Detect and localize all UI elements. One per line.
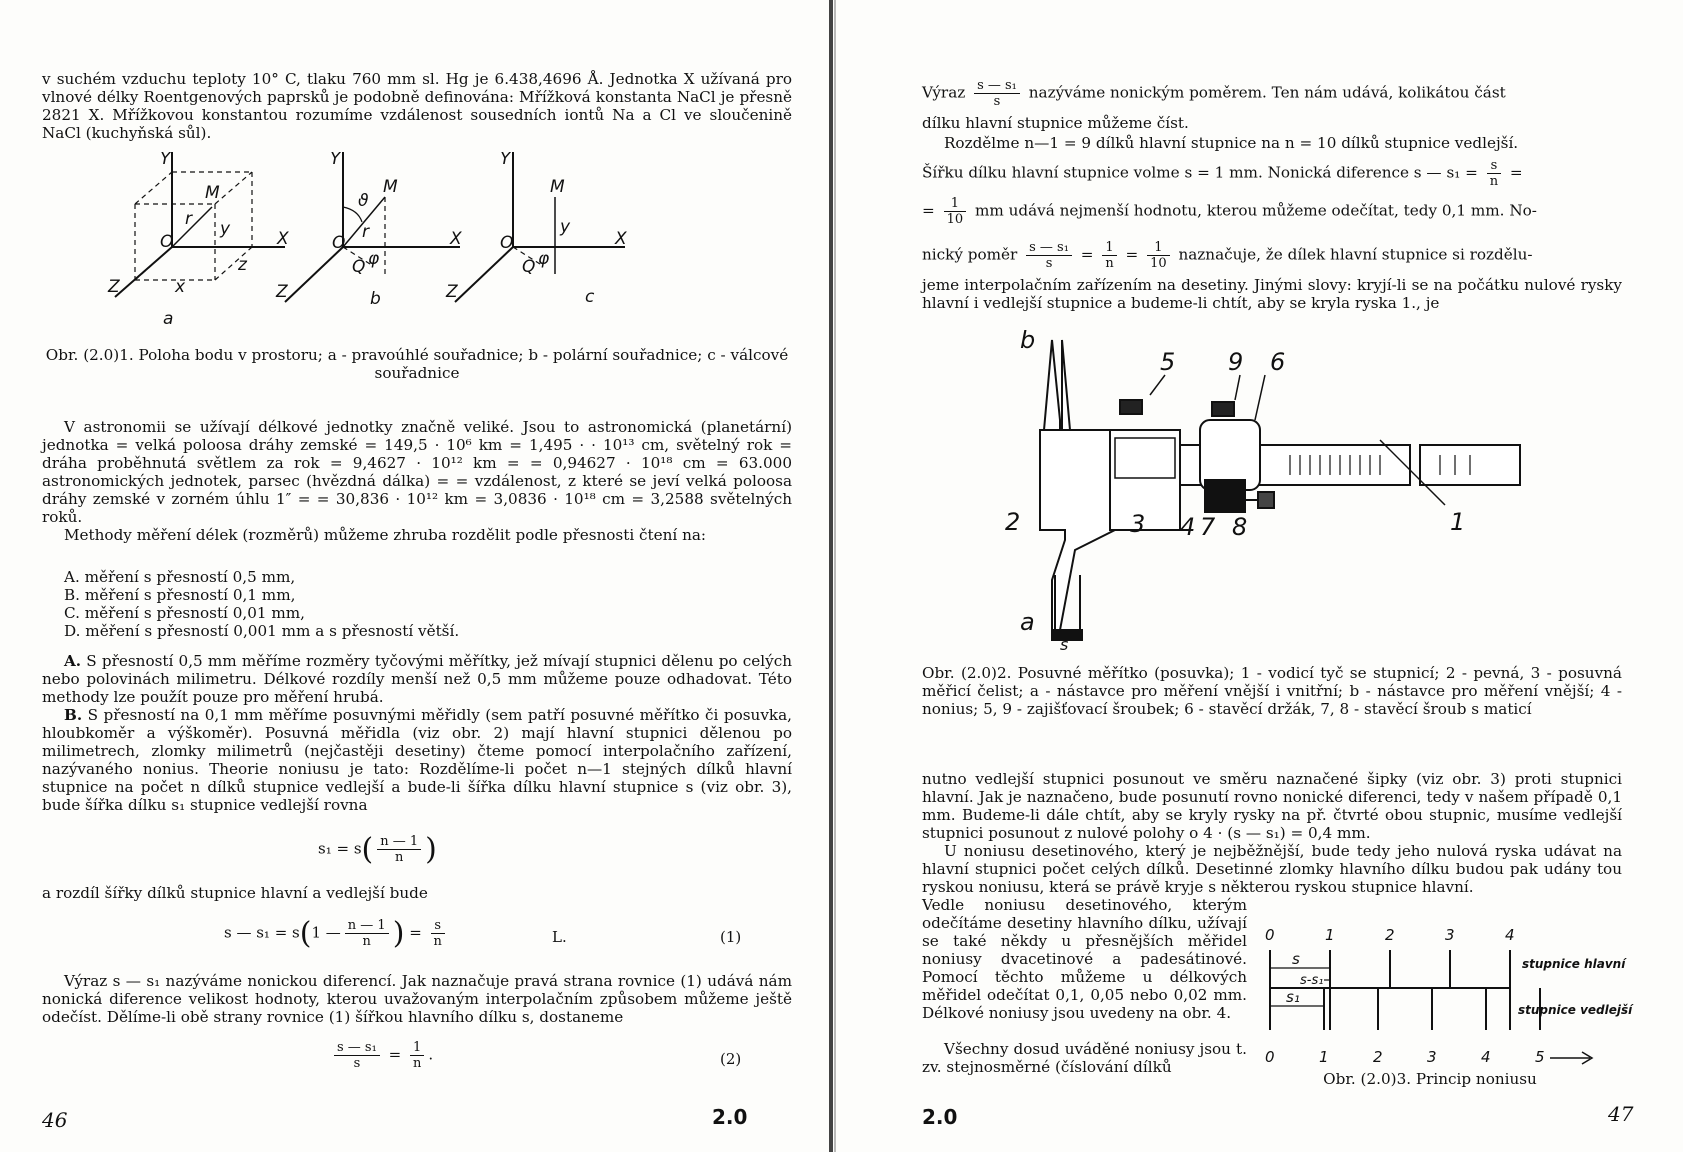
- caliper-label-b: b: [1020, 330, 1036, 354]
- method-a-text: S přesností 0,5 mm měříme rozměry tyčovými měřítky, jež mívají stupnici dělenu po celých nebo polovinách milimetru. Délkové rozdíly menší než 0,5 mm můžeme pouze odhadovat. Této methody lze použít pouze pro měření hrubá.: [42, 652, 792, 706]
- equation-1-unit: L.: [552, 928, 567, 946]
- caliper-label-3: 3: [1130, 510, 1146, 538]
- figure-caliper: [1000, 330, 1600, 650]
- main-tick-2: 2: [1385, 926, 1395, 944]
- caliper-label-a: a: [1020, 608, 1035, 636]
- right-page: [840, 0, 1683, 1152]
- figure-coordinates: [100, 152, 700, 342]
- equation-1-number: (1): [720, 928, 742, 946]
- shift-paragraph: nutno vedlejší stupnici posunout ve směru naznačené šipky (viz obr. 3) proti stupnici hlavní. Jak je naznačeno, bude posunutí rovno nonické diferenci, tedy v našem případě 0,1 mm. Budeme-li dále chtít, aby se kryly rysky na př. čtvrté obou stupnic, musíme vedlejší stupnici posunout z nulové polohy o 4 · (s — s₁) = 0,4 mm.: [922, 770, 1622, 842]
- caliper-label-8: 8: [1232, 513, 1248, 541]
- fig1a-r: r: [185, 209, 192, 229]
- method-b-text: S přesností na 0,1 mm měříme posuvnými měřidly (sem patří posuvné měřítko či posuvka, hloubkoměr a výškoměr). Posuvná měřidla (viz obr. 2) mají hlavní stupnici dělenou po milimetrech, zlomky milimetrů (nejčastěji desetiny) čteme pomocí interpolačního zařízení, nazývaného nonius. Theorie noniusu je tato: Rozdělíme-li počet n—1 stejných dílků hlavní stupnice na počet n dílků stupnice vedlejší a bude-li šířka dílku hlavní stupnice s (viz obr. 3), bude šířka dílku s₁ stupnice vedlejší rovna: [42, 706, 792, 814]
- fig1c-point: M: [550, 177, 565, 197]
- section-mark-right: 2.0: [922, 1105, 958, 1129]
- equation-s1: s₁ = s( $\frac{n — 1}{n}$ ): [318, 832, 437, 867]
- method-b-lead: B.: [64, 706, 83, 724]
- caliper-label-s: s: [1060, 635, 1069, 650]
- fig1b-theta: ϑ: [358, 191, 369, 211]
- fig1b-phi: φ: [368, 249, 380, 269]
- book-gutter-shadow: [834, 0, 836, 1152]
- fig1a-point: M: [205, 183, 220, 203]
- fig1b-point: M: [383, 177, 398, 197]
- fig1a-y: y: [220, 219, 231, 239]
- main-tick-0: 0: [1265, 926, 1275, 944]
- vernier-tick-1: 1: [1319, 1048, 1329, 1066]
- caliper-label-7: 7: [1200, 513, 1216, 541]
- fig1b-y-axis: Y: [330, 152, 341, 169]
- fig1c-x-axis: X: [615, 229, 627, 249]
- page-number-right: 47: [1608, 1102, 1634, 1126]
- list-item: C. měření s přesností 0,01 mm,: [64, 604, 306, 622]
- caliper-label-2: 2: [1005, 508, 1021, 536]
- caliper-label-5: 5: [1160, 348, 1176, 376]
- caliper-label-1: 1: [1450, 508, 1466, 536]
- vernier-tick-4: 4: [1481, 1048, 1491, 1066]
- vernier-tick-2: 2: [1373, 1048, 1383, 1066]
- fig1a-x-axis: X: [277, 229, 289, 249]
- list-item: A. měření s přesností 0,5 mm,: [64, 568, 296, 586]
- figure-vernier: [1260, 918, 1650, 1068]
- equation-1: s — s₁ = s(1 — $\frac{n — 1}{n}$ ) = $\frac{s}{n}$: [224, 916, 449, 951]
- vyraz-paragraph: Výraz s — s₁ nazýváme nonickou diferencí. Jak naznačuje pravá strana rovnice (1) udává nám nonická diference velikost hodnoty, kterou uvažovaným interpolačním způsobem můžeme ještě odečíst. Dělíme-li obě strany rovnice (1) šířkou hlavního dílku s, dostaneme: [42, 972, 792, 1026]
- fig1c-z-axis: Z: [446, 282, 458, 302]
- fig1c-origin: O: [500, 233, 514, 253]
- line-7: jeme interpolačním zařízením na desetiny. Jinými slovy: kryjí-li se na počátku nulové rysky hlavní i vedlejší stupnice a budeme-li chtít, aby se kryla ryska 1., je: [922, 276, 1622, 312]
- fig1a-origin: O: [160, 232, 174, 252]
- intro-paragraph: v suchém vzduchu teploty 10° C, tlaku 760 mm sl. Hg je 6.438,4696 Å. Jednotka X užívaná pro vlnové délky Roentgenových paprsků je podobně definována: Mřížková konstanta NaCl je přesně 2821 X. Mřížkovou konstantou rozumíme vzdálenost sousedních iontů Na a Cl ve sloučenině NaCl (kuchyňská sůl).: [42, 70, 792, 142]
- main-tick-1: 1: [1325, 926, 1335, 944]
- fig1c-q: Q: [522, 257, 536, 277]
- book-gutter: [829, 0, 833, 1152]
- fig1a-z-axis: Z: [108, 277, 120, 297]
- vernier-label-ss1: s-s₁: [1300, 973, 1324, 988]
- line-6: nický poměr $\frac{\text{s — s₁}}{s}$ = $\frac{1}{n}$ = $\frac{1}{10}$ naznačuje, že dílek hlavní stupnice si rozdělu-: [922, 240, 1533, 271]
- main-scale-label: stupnice hlavní: [1522, 957, 1626, 971]
- fig1b-sub: b: [370, 289, 381, 309]
- fig1c-sub: c: [585, 287, 595, 307]
- nonic-ratio-line: Výraz $\frac{\text{s — s₁}}{s}$ nazýváme nonickým poměrem. Ten nám udává, kolikátou část: [922, 78, 1506, 109]
- decimal-vernier-paragraph: U noniusu desetinového, který je nejběžnější, bude tedy jeho nulová ryska udávat na hlavní stupnici počet celých dílků. Desetinné zlomky hlavního dílku budou pak udány tou ryskou noniusu, která se právě kryje s některou ryskou stupnice hlavní.: [922, 842, 1622, 896]
- method-paragraphs: [42, 652, 792, 814]
- fig1a-sub: a: [163, 309, 174, 329]
- line-5: = $\frac{1}{10}$ mm udává nejmenší hodnotu, kterou můžeme odečítat, tedy 0,1 mm. No-: [922, 196, 1537, 227]
- equation-2: $\frac{\text{s — s₁}}{s}$ = $\frac{1}{n}$ .: [330, 1040, 433, 1071]
- difference-intro: a rozdíl šířky dílků stupnice hlavní a vedlejší bude: [42, 884, 428, 902]
- figure3-caption: Obr. (2.0)3. Princip noniusu: [1323, 1070, 1537, 1088]
- page-number-left: 46: [42, 1108, 68, 1132]
- fig1a-z: z: [238, 255, 247, 275]
- fig1b-x-axis: X: [450, 229, 462, 249]
- fig1b-q: Q: [352, 257, 366, 277]
- line-3: Rozdělme n—1 = 9 dílků hlavní stupnice na n = 10 dílků stupnice vedlejší.: [944, 134, 1519, 152]
- vernier-label-s: s: [1292, 950, 1300, 968]
- vernier-tick-5: 5: [1535, 1048, 1545, 1066]
- other-verniers-paragraph: Vedle noniusu desetinového, kterým odečítáme desetiny hlavního dílku, užívají se také někdy u přesnějších měřidel noniusy dvacetinové a padesátinové. Pomocí těchto můžeme u délkových měřidel odečítat 0,1, 0,05 nebo 0,02 mm. Délkové noniusy jsou uvedeny na obr. 4.: [922, 896, 1247, 1022]
- left-page: [0, 0, 825, 1152]
- figure2-caption: Obr. (2.0)2. Posuvné měřítko (posuvka); 1 - vodicí tyč se stupnicí; 2 - pevná, 3 - posuvná měřicí čelist; a - nástavce pro měření vnější i vnitřní; b - nástavce pro měření vnější; 4 - nonius; 5, 9 - zajišťovací šroubek; 6 - stavěcí držák, 7, 8 - stavěcí šroub s maticí: [922, 664, 1622, 718]
- fig1b-origin: O: [332, 233, 346, 253]
- vernier-scale-label: stupnice vedlejší: [1518, 1003, 1633, 1017]
- list-item: B. měření s přesností 0,1 mm,: [64, 586, 296, 604]
- method-a-lead: A.: [64, 652, 82, 670]
- fig1b-z-axis: Z: [276, 282, 288, 302]
- caliper-label-9: 9: [1228, 348, 1244, 376]
- fig1c-y: y: [560, 217, 571, 237]
- line-4: Šířku dílku hlavní stupnice volme s = 1 mm. Nonická diference s — s₁ = $\frac{s}{n}$ =: [922, 158, 1523, 189]
- vernier-tick-3: 3: [1427, 1048, 1437, 1066]
- section-mark-left: 2.0: [712, 1105, 748, 1129]
- fig1b-r: r: [362, 222, 369, 242]
- vernier-tick-0: 0: [1265, 1048, 1275, 1066]
- line-2: dílku hlavní stupnice můžeme číst.: [922, 114, 1189, 132]
- list-item: D. měření s přesností 0,001 mm a s přesností větší.: [64, 622, 460, 640]
- precision-list: [42, 568, 792, 640]
- caliper-label-4: 4: [1180, 513, 1196, 541]
- figure1-caption: Obr. (2.0)1. Poloha bodu v prostoru; a - pravoúhlé souřadnice; b - polární souřadnice; c - válcové souřadnice: [45, 346, 789, 382]
- caliper-label-6: 6: [1270, 348, 1286, 376]
- fig1a-y-axis: Y: [160, 152, 171, 169]
- astro-paragraph: V astronomii se užívají délkové jednotky značně veliké. Jsou to astronomická (planetární) jednotka = velká poloosa dráhy zemské = 149,5 · 10⁶ km = 1,495 · · 10¹³ cm, světelný rok = dráha proběhnutá světlem za rok = 9,4627 · 10¹² km = = 0,94627 · 10¹⁸ cm = 63.000 astronomických jednotek, parsec (hvězdná dálka) = = vzdálenost, z které se jeví velká poloosa dráhy zemské v zorném úhlu 1″ = = 30,836 · 10¹² km = 3,0836 · 10¹⁸ cm = 3,2588 světelných roků. Methody měření délek (rozměrů) můžeme zhruba rozdělit podle přesnosti čtení na:: [42, 418, 792, 544]
- fig1a-x: x: [175, 277, 186, 297]
- fig1c-phi: φ: [538, 249, 550, 269]
- vernier-label-s1: s₁: [1286, 988, 1300, 1006]
- fig1c-y-axis: Y: [500, 152, 511, 169]
- main-tick-4: 4: [1505, 926, 1515, 944]
- equation-2-number: (2): [720, 1050, 742, 1068]
- uniform-verniers-paragraph: Všechny dosud uváděné noniusy jsou t. zv. stejnosměrné (číslování dílků: [922, 1040, 1247, 1076]
- main-tick-3: 3: [1445, 926, 1455, 944]
